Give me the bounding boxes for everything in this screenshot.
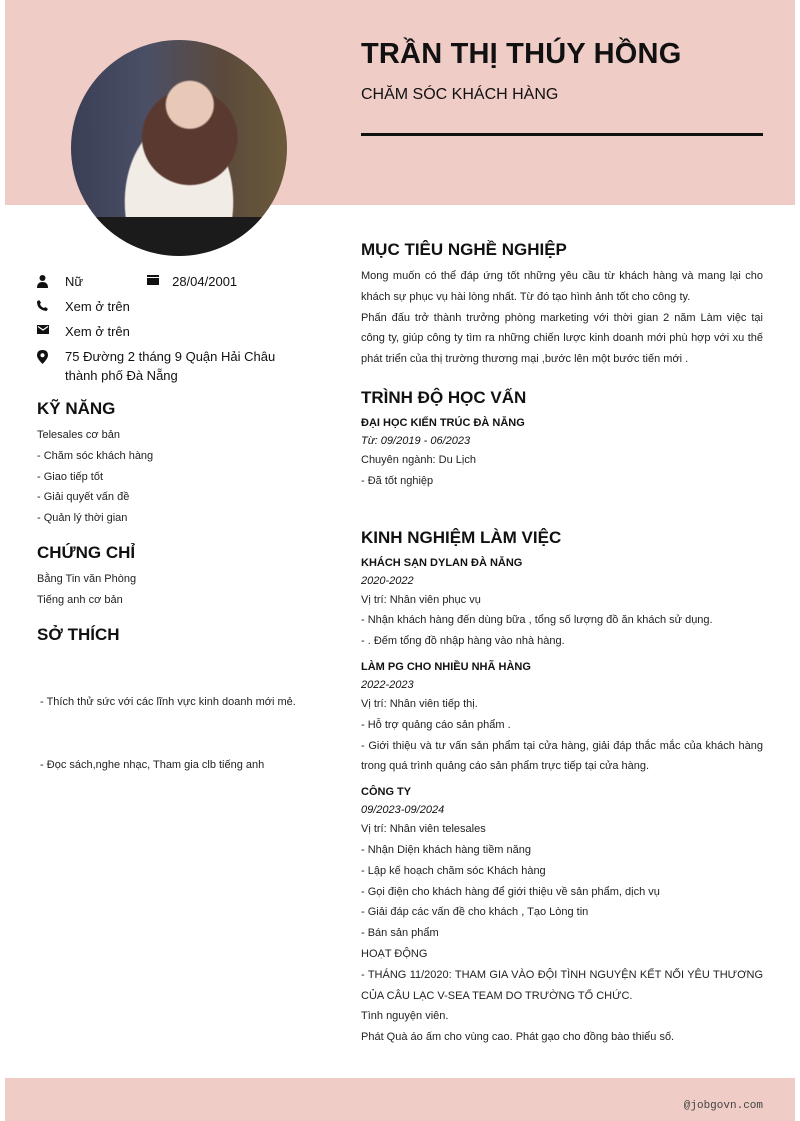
job-entry bbox=[361, 554, 763, 652]
job-line: Vị trí: Nhân viên phục vụ bbox=[361, 593, 481, 606]
job-title: CHĂM SÓC KHÁCH HÀNG bbox=[361, 86, 559, 103]
job-line: Vị trí: Nhân viên telesales bbox=[361, 823, 486, 836]
location-pin-icon bbox=[37, 347, 65, 364]
hobby-item: - Thích thử sức với các lĩnh vực kinh doanh mới mẻ. bbox=[37, 696, 296, 709]
job-line: Tình nguyện viên. bbox=[361, 1010, 449, 1023]
hobbies-list bbox=[37, 651, 317, 817]
objective-paragraph: Mong muốn có thể đáp ứng tốt những yêu cầu từ khách hàng và mang lại cho khách sự phục vụ hài lòng nhất. Từ đó tạo hình ảnh tốt cho công ty. bbox=[361, 270, 763, 303]
email-row bbox=[37, 322, 317, 341]
job-line: - Bán sản phẩm bbox=[361, 927, 439, 940]
dob-value: 28/04/2001 bbox=[172, 274, 238, 289]
job-line: - THÁNG 11/2020: THAM GIA VÀO ĐỘI TÌNH NGUYỆN KẾT NỐI YÊU THƯƠNG CỦA CÂU LẠC V-SEA TEAM DO TRƯỜNG TỔ CHỨC. bbox=[361, 968, 763, 1002]
job-line: - Giải đáp các vấn đề cho khách , Tạo Lòng tin bbox=[361, 906, 589, 919]
job-period: 2020-2022 bbox=[361, 574, 414, 587]
skill-item: - Giao tiếp tốt bbox=[37, 470, 104, 483]
objective-heading: MỤC TIÊU NGHỀ NGHIỆP bbox=[361, 240, 567, 259]
skill-item: Telesales cơ bản bbox=[37, 429, 121, 441]
footer-watermark: @jobgovn.com bbox=[683, 1100, 763, 1112]
job-company: LÀM PG CHO NHIỀU NHÃ HÀNG bbox=[361, 660, 531, 673]
job-line: - . Đếm tổng đồ nhập hàng vào nhà hàng. bbox=[361, 635, 565, 648]
job-period: 09/2023-09/2024 bbox=[361, 804, 445, 817]
left-column bbox=[37, 272, 317, 817]
job-line: Phát Quà áo ấm cho vùng cao. Phát gạo cho đồng bào thiểu số. bbox=[361, 1031, 675, 1044]
education-heading: TRÌNH ĐỘ HỌC VẤN bbox=[361, 387, 527, 407]
job-entry bbox=[361, 783, 763, 1048]
education-period: Từ: 09/2019 - 06/2023 bbox=[361, 434, 471, 447]
address-row bbox=[37, 347, 317, 385]
skills-list bbox=[37, 425, 317, 529]
phone-value: Xem ở trên bbox=[65, 299, 130, 314]
calendar-icon bbox=[147, 272, 172, 291]
hobbies-heading: SỞ THÍCH bbox=[37, 624, 120, 644]
profile-photo bbox=[71, 40, 287, 256]
address-value: 75 Đường 2 tháng 9 Quận Hải Châu thành phố Đà Nẵng bbox=[65, 349, 276, 383]
phone-row bbox=[37, 297, 317, 316]
job-company: CÔNG TY bbox=[361, 786, 412, 799]
email-value: Xem ở trên bbox=[65, 324, 130, 339]
job-line: - Lập kế hoạch chăm sóc Khách hàng bbox=[361, 864, 546, 877]
skill-item: - Chăm sóc khách hàng bbox=[37, 449, 154, 462]
skill-item: - Giải quyết vấn đề bbox=[37, 491, 130, 504]
school-name: ĐẠI HỌC KIẾN TRÚC ĐÀ NẴNG bbox=[361, 416, 525, 429]
gender-dob-row bbox=[37, 272, 317, 291]
candidate-name: TRẦN THỊ THÚY HỒNG bbox=[361, 38, 682, 70]
hobby-item: - Đọc sách,nghe nhạc, Tham gia clb tiếng anh bbox=[37, 758, 265, 771]
certificates-heading: CHỨNG CHỈ bbox=[37, 542, 136, 562]
right-column bbox=[361, 240, 763, 1054]
phone-icon bbox=[37, 297, 65, 311]
job-line: - Hỗ trợ quảng cáo sản phẩm . bbox=[361, 718, 511, 731]
job-period: 2022-2023 bbox=[361, 678, 414, 691]
envelope-icon bbox=[37, 322, 65, 334]
certificate-item: Tiếng anh cơ bản bbox=[37, 593, 123, 606]
header-divider bbox=[361, 133, 763, 136]
gender-value: Nữ bbox=[65, 274, 84, 289]
job-line: - Gọi điện cho khách hàng để giới thiệu về sản phẩm, dịch vụ bbox=[361, 885, 660, 898]
job-company: KHÁCH SẠN DYLAN ĐÀ NẴNG bbox=[361, 556, 523, 569]
certificates-list bbox=[37, 569, 317, 611]
person-icon bbox=[37, 272, 65, 288]
job-line: - Nhận khách hàng đến dùng bữa , tổng số lượng đồ ăn khách sử dụng. bbox=[361, 614, 713, 627]
education-line: - Đã tốt nghiệp bbox=[361, 474, 434, 487]
job-line: - Nhận Diện khách hàng tiềm năng bbox=[361, 843, 531, 856]
job-line: Vị trí: Nhân viên tiếp thị. bbox=[361, 697, 478, 710]
experience-heading: KINH NGHIỆM LÀM VIỆC bbox=[361, 527, 562, 547]
objective-paragraph: Phấn đấu trở thành trưởng phòng marketing với thời gian 2 năm Làm việc tại công ty, giúp công ty tìm ra những chiến lược kinh doanh mới phù hợp với xu thế phát triển của thị trường thương mại ,bước lên một bước tiến mới . bbox=[361, 311, 763, 366]
certificate-item: Bằng Tin văn Phòng bbox=[37, 572, 137, 585]
education-line: Chuyên ngành: Du Lịch bbox=[361, 453, 476, 466]
activities-label: HOẠT ĐỘNG bbox=[361, 947, 428, 960]
footer-band bbox=[5, 1078, 795, 1121]
job-entry bbox=[361, 658, 763, 777]
skills-heading: KỸ NĂNG bbox=[37, 399, 116, 418]
skill-item: - Quản lý thời gian bbox=[37, 512, 128, 525]
job-line: - Giới thiệu và tư vấn sản phẩm tại cửa hàng, giải đáp thắc mắc của khách hàng trong quá trình quảng cáo sản phẩm trực tiếp tại cửa hàng. bbox=[361, 739, 763, 773]
